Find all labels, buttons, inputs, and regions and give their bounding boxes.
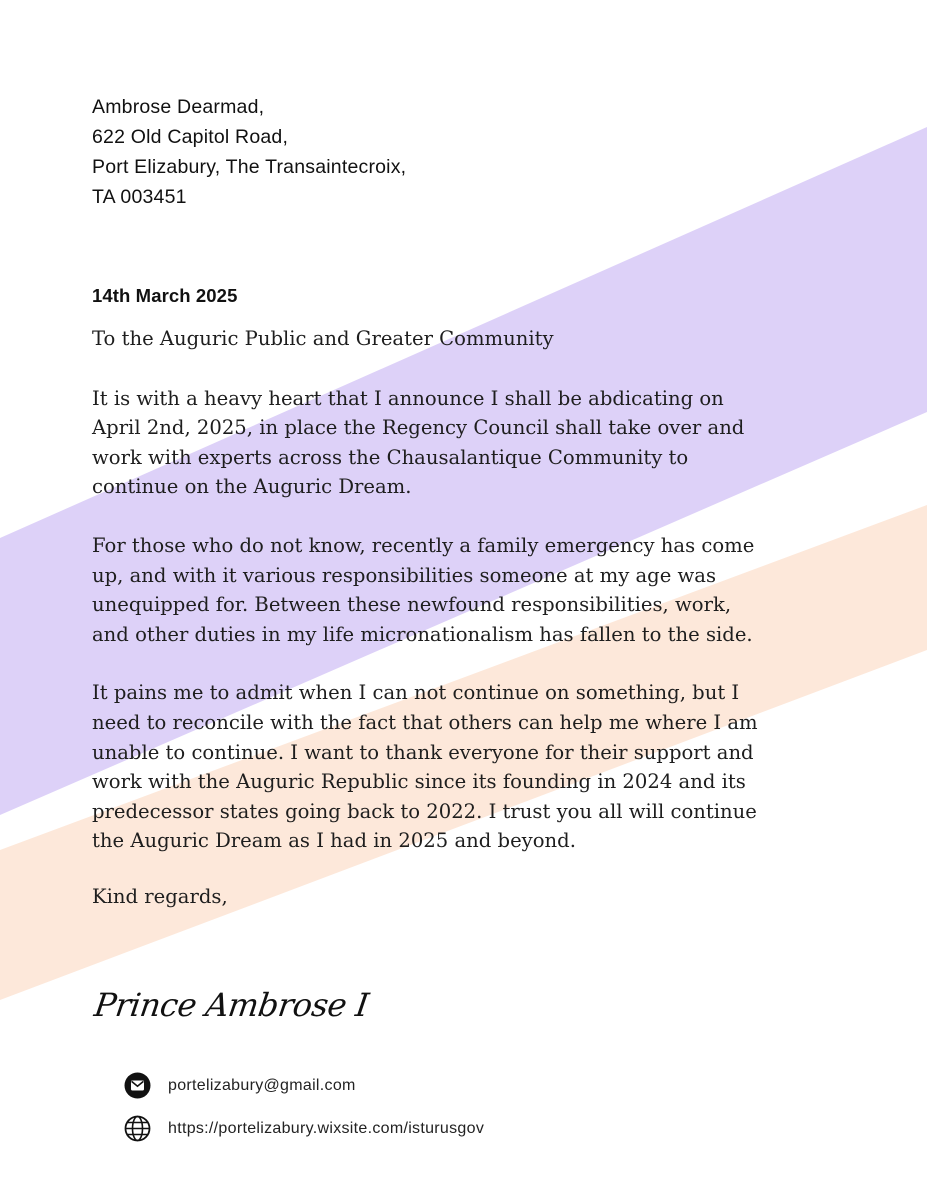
contact-email xyxy=(124,1072,356,1099)
closing-line: Kind regards, xyxy=(92,885,228,908)
body-line: continue on the Auguric Dream. xyxy=(92,475,412,499)
body-line: unable to continue. I want to thank everyone for their support and xyxy=(92,740,754,764)
address-line: Ambrose Dearmad, xyxy=(92,96,265,118)
address-line: Port Elizabury, The Transaintecroix, xyxy=(92,156,407,178)
body-line: It is with a heavy heart that I announce I shall be abdicating on xyxy=(92,386,724,410)
body-line: the Auguric Dream as I had in 2025 and beyond. xyxy=(92,829,576,853)
letter-date: 14th March 2025 xyxy=(92,285,238,306)
body-line: work with the Auguric Republic since its founding in 2024 and its xyxy=(92,770,746,794)
mail-icon xyxy=(124,1072,151,1099)
paragraph-1 xyxy=(92,384,792,502)
body-line: and other duties in my life micronationalism has fallen to the side. xyxy=(92,622,753,646)
salutation: To the Auguric Public and Greater Community xyxy=(92,327,554,350)
globe-icon xyxy=(124,1115,151,1142)
body-line: It pains me to admit when I can not continue on something, but I xyxy=(92,681,740,705)
body-line: predecessor states going back to 2022. I trust you all will continue xyxy=(92,799,757,823)
body-line: April 2nd, 2025, in place the Regency Council shall take over and xyxy=(92,416,745,440)
address-line: 622 Old Capitol Road, xyxy=(92,126,289,148)
contact-website xyxy=(124,1115,484,1142)
email-address[interactable]: portelizabury@gmail.com xyxy=(168,1076,356,1094)
body-line: For those who do not know, recently a family emergency has come xyxy=(92,533,755,557)
body-line: up, and with it various responsibilities someone at my age was xyxy=(92,563,717,587)
body-line: unequipped for. Between these newfound responsibilities, work, xyxy=(92,593,732,617)
paragraph-3 xyxy=(92,678,792,856)
address-line: TA 003451 xyxy=(92,186,187,208)
sender-address xyxy=(92,92,406,212)
paragraph-2 xyxy=(92,531,792,649)
website-url[interactable]: https://portelizabury.wixsite.com/isturusgov xyxy=(168,1119,485,1137)
signature: Prince Ambrose I xyxy=(92,986,371,1024)
body-line: work with experts across the Chausalantique Community to xyxy=(92,445,689,469)
body-line: need to reconcile with the fact that others can help me where I am xyxy=(92,710,758,734)
letter-body xyxy=(92,324,792,885)
